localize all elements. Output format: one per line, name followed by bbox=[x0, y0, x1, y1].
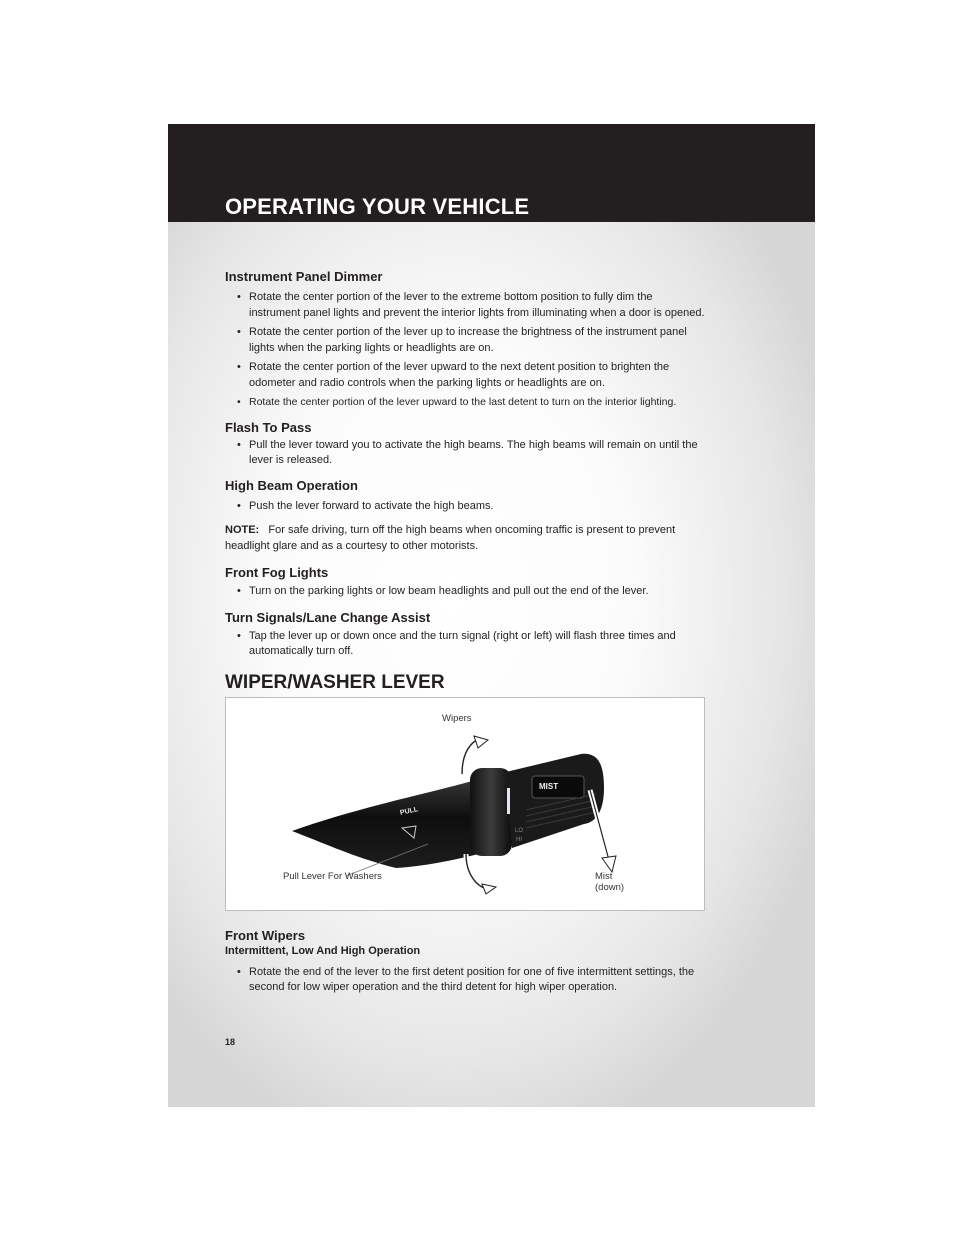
bullet-list bbox=[225, 584, 705, 600]
section-title: OPERATING YOUR VEHICLE bbox=[225, 194, 530, 219]
list-item: • Turn on the parking lights or low beam headlights and pull out the end of the lever. bbox=[225, 584, 705, 600]
page-number: 18 bbox=[225, 1037, 236, 1047]
wiper-section-title: WIPER/WASHER LEVER bbox=[225, 671, 445, 693]
list-item: • Rotate the end of the lever to the first detent position for one of five intermittent settings, the second for low wiper operation and the third detent for high wiper operation. bbox=[225, 965, 705, 996]
bullet-list bbox=[225, 438, 705, 469]
heading-turn-signals: Turn Signals/Lane Change Assist bbox=[225, 609, 431, 625]
heading-front-wipers: Front Wipers bbox=[225, 927, 306, 943]
note-paragraph bbox=[225, 523, 705, 554]
bullet-list bbox=[225, 290, 705, 411]
figure-label-pull-lever: Pull Lever For Washers bbox=[283, 870, 382, 882]
list-item: • Tap the lever up or down once and the turn signal (right or left) will flash three times and automatically turn off. bbox=[225, 629, 705, 660]
wiper-lever-figure bbox=[225, 697, 705, 911]
bullet-list bbox=[225, 499, 705, 515]
subheading-intermittent: Intermittent, Low And High Operation bbox=[225, 944, 421, 957]
list-item: • Rotate the center portion of the lever up to increase the brightness of the instrument panel lights when the parking lights or headlights are on. bbox=[225, 325, 705, 356]
heading-instrument-panel-dimmer: Instrument Panel Dimmer bbox=[225, 269, 383, 284]
manual-page bbox=[168, 124, 815, 1107]
lever-text-hi: HI bbox=[516, 836, 522, 843]
note-text: For safe driving, turn off the high beams when oncoming traffic is present to prevent headlight glare and as a courtesy to other motorists. bbox=[225, 524, 676, 552]
figure-label-mist: Mist bbox=[595, 870, 613, 882]
heading-high-beam-operation: High Beam Operation bbox=[225, 477, 358, 493]
bullet-list bbox=[225, 629, 705, 660]
list-item: • Pull the lever toward you to activate the high beams. The high beams will remain on until the lever is released. bbox=[225, 438, 705, 469]
bullet-list bbox=[225, 965, 705, 996]
list-item: • Rotate the center portion of the lever upward to the last detent to turn on the interior lighting. bbox=[225, 395, 705, 411]
list-item: • Rotate the center portion of the lever to the extreme bottom position to fully dim the instrument panel lights and prevent the interior lights from illuminating when a door is opened. bbox=[225, 290, 705, 321]
page-content bbox=[225, 268, 705, 996]
lever-text-lo: LO bbox=[515, 827, 524, 834]
figure-label-wipers: Wipers bbox=[442, 712, 472, 724]
lever-text-mist: MIST bbox=[539, 781, 559, 791]
list-item: • Rotate the center portion of the lever upward to the next detent position to brighten the odometer and radio controls when the parking lights or headlights are on. bbox=[225, 360, 705, 391]
heading-flash-to-pass: Flash To Pass bbox=[225, 419, 312, 435]
list-item: • Push the lever forward to activate the high beams. bbox=[225, 499, 705, 515]
lever-text-pull: PULL bbox=[399, 805, 419, 817]
heading-front-fog-lights: Front Fog Lights bbox=[225, 565, 329, 580]
note-label: NOTE: bbox=[225, 524, 260, 536]
figure-label-mist-down: (down) bbox=[595, 881, 625, 893]
header-band bbox=[168, 124, 815, 222]
